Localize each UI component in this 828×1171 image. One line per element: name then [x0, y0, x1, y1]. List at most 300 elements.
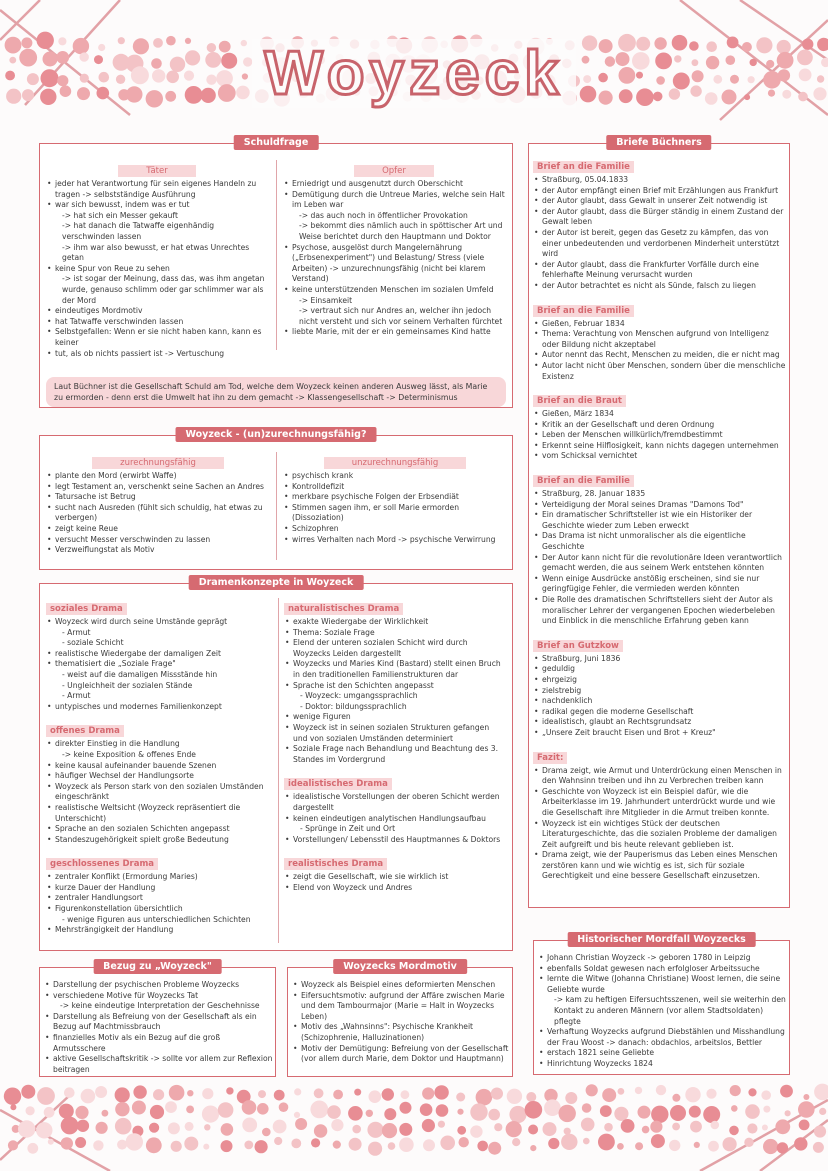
- decorative-dot: [36, 1122, 52, 1138]
- list-item: • der Autor ist bereit, gegen das Gesetz zu kämpfen, das von einer unbedeutenden und verdorbenen Minderheit unterstützt wird: [533, 228, 787, 260]
- list-item: -> keine Exposition & offenes Ende: [62, 749, 196, 759]
- decorative-dot: [730, 1085, 741, 1096]
- decorative-dot: [369, 1090, 382, 1103]
- decorative-dot: [636, 72, 643, 79]
- decorative-dot: [314, 1124, 327, 1137]
- decorative-dot: [530, 86, 543, 99]
- decorative-dot: [336, 54, 344, 62]
- decorative-dot: [508, 86, 526, 104]
- section: [533, 633, 787, 739]
- decorative-dot: [475, 76, 484, 85]
- section-list: [46, 739, 272, 845]
- decorative-dot: [813, 87, 826, 100]
- decorative-dot: [255, 89, 269, 103]
- decorative-dot: [565, 40, 575, 50]
- decorative-dot: [598, 73, 608, 83]
- decorative-dot: [201, 88, 216, 103]
- decorative-dot: [316, 55, 325, 64]
- decorative-dot: [653, 92, 663, 102]
- list-item: • Mehrsträngigkeit der Handlung: [46, 925, 272, 936]
- decorative-dot: [27, 1143, 38, 1154]
- decorative-dot: [274, 57, 289, 72]
- decorative-dot: [116, 75, 125, 84]
- list-item: • Die Rolle des dramatischen Schriftstellers sieht der Autor als moralischer Lehrer der vergangenen Epochen wiederbeleben und Einblick in die menschliche Erfahrung geben kann: [533, 595, 787, 627]
- list-item: • Erniedrigt und ausgenutzt durch Oberschicht: [283, 179, 505, 190]
- decorative-dot: [598, 1134, 615, 1151]
- decorative-dot: [117, 1140, 127, 1150]
- decorative-dot: [151, 58, 162, 69]
- decorative-dot: [27, 73, 39, 85]
- section: [46, 718, 272, 845]
- decorative-dot: [798, 1101, 815, 1118]
- decorative-dot: [794, 1137, 807, 1150]
- list-item: - Armut: [62, 627, 91, 637]
- list-item: • Verteidigung der Moral seines Dramas "Damons Tod": [533, 500, 787, 511]
- list-item: • Woyzeck ist ein wichtiges Stück der deutschen Literaturgeschichte, das die sozialen Probleme der damaligen Zeit aufgreift und bis heute relevant geblieben ist.: [533, 819, 787, 851]
- decorative-dot: [115, 1118, 132, 1135]
- mordmotiv-list: [292, 980, 510, 1065]
- decorative-dot: [780, 1085, 793, 1098]
- decorative-dot: [396, 37, 412, 53]
- decorative-dot: [797, 50, 813, 66]
- decorative-dot: [582, 35, 597, 50]
- decorative-dot: [274, 1090, 285, 1101]
- decorative-dot: [75, 1106, 88, 1119]
- decorative-dot: [165, 1101, 177, 1113]
- decorative-dot: [803, 1094, 809, 1100]
- list-item: • Verzweiflungstat als Motiv: [46, 545, 270, 556]
- dramen-left-column: [46, 596, 272, 942]
- decorative-dot: [241, 40, 247, 46]
- decorative-dot: [368, 1142, 382, 1156]
- section: [533, 154, 787, 292]
- section-list: [533, 489, 787, 627]
- decorative-dot: [580, 86, 597, 103]
- briefe-box: [528, 137, 790, 908]
- decorative-dot: [21, 37, 32, 48]
- section: [284, 851, 506, 893]
- decorative-dot: [690, 85, 701, 96]
- decorative-dot: [202, 1088, 213, 1099]
- decorative-dot: [799, 1120, 810, 1131]
- list-item: • Sprache an den sozialen Schichten angepasst: [46, 824, 272, 835]
- dramenkonzepte-box: [39, 577, 513, 951]
- unzurechnungsfaehig-label: unzurechnungsfähig: [324, 457, 467, 469]
- decorative-dot: [562, 59, 572, 69]
- decorative-dot: [745, 1104, 760, 1119]
- zurechnungsfaehig-label: zurechnungsfähig: [92, 457, 224, 469]
- decorative-dot: [399, 1137, 414, 1152]
- list-item: • sucht nach Ausreden (fühlt sich schuldig, hat etwas zu verbergen): [46, 503, 270, 524]
- decorative-dot: [750, 59, 757, 66]
- section-label: idealistisches Drama: [284, 778, 392, 790]
- decorative-dot: [456, 1093, 465, 1102]
- section-list: [284, 617, 506, 765]
- decorative-dot: [236, 86, 250, 100]
- list-item: • Sprache ist den Schichten angepasst: [284, 681, 506, 692]
- list-item: • keine Spur von Reue zu sehen: [46, 264, 268, 275]
- decorative-dot: [384, 1108, 396, 1120]
- section-label: Fazit:: [533, 752, 567, 764]
- decorative-dot: [367, 52, 380, 65]
- decorative-dot: [642, 1126, 650, 1134]
- decorative-dot: [514, 41, 522, 49]
- decorative-dot: [331, 1119, 343, 1131]
- decorative-dot: [150, 1105, 164, 1119]
- decorative-dot: [262, 1128, 271, 1137]
- list-item: • versucht Messer verschwinden zu lassen: [46, 535, 270, 546]
- section-list: [284, 872, 506, 893]
- decorative-dot: [491, 1088, 503, 1100]
- list-item: • der Autor glaubt, dass die Frankfurter Vorfälle durch eine fehlerhafte Meinung verursacht wurden: [533, 260, 787, 281]
- section: [533, 298, 787, 383]
- list-item: • Motiv der Demütigung: Befreiung von der Gesellschaft (vor allem durch Marie, dem Doktor und Hauptmann): [292, 1044, 510, 1065]
- decorative-dot: [401, 1090, 410, 1099]
- decorative-dot: [636, 88, 654, 106]
- decorative-dot: [311, 1138, 320, 1147]
- decorative-dot: [95, 1086, 107, 1098]
- decorative-dot: [748, 1088, 756, 1096]
- decorative-dot: [244, 1141, 253, 1150]
- decorative-dot: [470, 1125, 482, 1137]
- list-item: • Straßburg, 05.04.1833: [533, 175, 787, 186]
- decorative-dot: [727, 37, 739, 49]
- decorative-dot: [313, 72, 320, 79]
- decorative-dot: [274, 90, 290, 106]
- list-item: • Ein dramatischer Schriftsteller ist wie ein Historiker der Geschichte wieder zum Leben erweckt: [533, 510, 787, 531]
- list-item: • Autor lacht nicht über Menschen, sondern über die menschliche Existenz: [533, 361, 787, 382]
- decorative-dot: [294, 1112, 300, 1118]
- list-item: • Woyzeck wird durch seine Umstände geprägt: [46, 617, 272, 628]
- decorative-dot: [672, 35, 688, 51]
- decorative-dot: [329, 36, 340, 47]
- decorative-dot: [400, 1102, 412, 1114]
- decorative-dot: [654, 37, 666, 49]
- list-item: • liebte Marie, mit der er ein gemeinsames Kind hatte: [283, 327, 505, 338]
- list-item: • Straßburg, Juni 1836: [533, 654, 787, 665]
- decorative-dot: [216, 70, 233, 87]
- decorative-dot: [353, 88, 361, 96]
- decorative-dot: [457, 1109, 463, 1115]
- list-item: • merkbare psychische Folgen der Erbsendiät: [283, 492, 507, 503]
- section: [284, 596, 506, 765]
- decorative-dot: [132, 1101, 146, 1115]
- decorative-dot: [126, 86, 142, 102]
- section-label: soziales Drama: [46, 603, 127, 615]
- decorative-dot: [126, 1133, 143, 1150]
- decorative-dot: [730, 75, 739, 84]
- decorative-dot: [326, 86, 340, 100]
- decorative-dot: [470, 1103, 487, 1120]
- mordfall-box: [533, 934, 790, 1075]
- decorative-dot: [599, 39, 613, 53]
- list-item: • der Autor empfängt einen Brief mit Erzählungen aus Frankfurt: [533, 186, 787, 197]
- section-list: [533, 319, 787, 383]
- decorative-dot: [619, 89, 633, 103]
- list-item: • lernte die Witwe (Johanna Christiane) Woost lernen, die seine Geliebte wurde: [538, 974, 787, 995]
- list-item: • Thema: Soziale Frage: [284, 628, 506, 639]
- decorative-dot: [350, 59, 359, 68]
- decorative-dot: [436, 83, 453, 100]
- list-item: • nachdenklich: [533, 696, 787, 707]
- decorative-dot: [185, 38, 191, 44]
- decorative-dot: [777, 52, 794, 69]
- list-item: • radikal gegen die moderne Gesellschaft: [533, 707, 787, 718]
- list-item: • Selbstgefallen: Wenn er sie nicht haben kann, kann es keiner: [46, 327, 268, 348]
- section-list: [533, 409, 787, 462]
- list-item: • keinen eindeutigen analytischen Handlungsaufbau: [284, 814, 506, 825]
- decorative-dot: [614, 1107, 628, 1121]
- section: [533, 745, 787, 883]
- list-item: • Woyzeck ist in seinen sozialen Strukturen gefangen und von sozialen Umständen determiniert: [284, 723, 506, 744]
- decorative-dot: [618, 1088, 625, 1095]
- decorative-dot: [257, 1103, 269, 1115]
- decorative-dot: [599, 91, 613, 105]
- decorative-dot: [651, 1106, 668, 1123]
- decorative-dot: [133, 1085, 146, 1098]
- decorative-dot: [670, 1105, 686, 1121]
- decorative-dot: [293, 60, 302, 69]
- decorative-dot: [798, 92, 808, 102]
- list-item: • Darstellung als Befreiung von der Gesellschaft als ein Bezug auf Machtmissbrauch: [44, 1012, 273, 1033]
- list-item: -> Einsamkeit: [299, 295, 353, 305]
- decorative-dot: [488, 1142, 501, 1155]
- decorative-dot: [348, 1106, 363, 1121]
- decorative-dot: [205, 52, 221, 68]
- decorative-dot: [506, 1121, 522, 1137]
- decorative-dot: [656, 76, 665, 85]
- decorative-dot: [102, 1110, 109, 1117]
- list-item: • Elend der unteren sozialen Schicht wird durch Woyzecks Leiden dargestellt: [284, 638, 506, 659]
- section: [533, 468, 787, 627]
- list-item: • Gießen, Februar 1834: [533, 319, 787, 330]
- decorative-dot: [656, 1085, 666, 1095]
- decorative-dot: [742, 42, 752, 52]
- decorative-dot: [434, 1085, 448, 1099]
- decorative-dot: [40, 89, 56, 105]
- list-item: • Soziale Frage nach Behandlung und Beachtung des 3. Standes im Vordergrund: [284, 744, 506, 765]
- decorative-dot: [369, 86, 379, 96]
- decorative-dot: [526, 1092, 536, 1102]
- bezug-heading: Bezug zu „Woyzeck": [93, 959, 222, 974]
- list-item: • erstach 1821 seine Geliebte: [538, 1048, 787, 1059]
- decorative-dot: [451, 35, 468, 52]
- decorative-dot: [651, 1134, 665, 1148]
- list-item: • Psychose, ausgelöst durch Mangelernährung („Erbsenexperiment") und Belastung/ Stress (viele Arbeiten) -> unzurechnungsfähig (nicht bei klarem Verstand): [283, 243, 505, 285]
- decorative-dot: [153, 38, 163, 48]
- list-item: • wenige Figuren: [284, 712, 506, 723]
- decorative-dot: [546, 38, 553, 45]
- list-item: • untypisches und modernes Familienkonzept: [46, 702, 272, 713]
- list-item: • Standeszugehörigkeit spielt große Bedeutung: [46, 835, 272, 846]
- decorative-dot: [690, 1121, 702, 1133]
- list-item: • Erkennt seine Hilflosigkeit, kann nichts dagegen unternehmen: [533, 441, 787, 452]
- decorative-dot: [165, 91, 176, 102]
- decorative-dot: [692, 70, 704, 82]
- list-item: • hat Tatwaffe verschwinden lassen: [46, 317, 268, 328]
- decorative-dot: [489, 70, 507, 88]
- decorative-dot: [152, 69, 165, 82]
- decorative-dot: [403, 92, 413, 102]
- section-label: geschlossenes Drama: [46, 858, 158, 870]
- decorative-dot: [527, 38, 545, 56]
- dot-pattern-top: [5, 32, 828, 108]
- decorative-dot: [586, 1084, 598, 1096]
- decorative-dot: [60, 85, 72, 97]
- decorative-dot: [99, 72, 110, 83]
- decorative-dot: [817, 38, 828, 51]
- decorative-dot: [813, 1142, 824, 1153]
- decorative-dot: [61, 1117, 79, 1135]
- decorative-dot: [275, 43, 284, 52]
- decorative-dot: [582, 56, 590, 64]
- decorative-dot: [295, 1118, 307, 1130]
- decorative-dot: [635, 1142, 643, 1150]
- list-item: -> keine eindeutige Interpretation der Geschehnisse: [60, 1001, 260, 1011]
- decorative-dot: [621, 1119, 635, 1133]
- decorative-dot: [366, 1110, 373, 1117]
- decorative-dot: [494, 1123, 502, 1131]
- decorative-dot: [202, 1106, 219, 1123]
- section-label: realistisches Drama: [284, 858, 387, 870]
- decorative-dot: [440, 41, 448, 49]
- zurechnungsfaehig-list: [46, 471, 270, 556]
- decorative-dot: [221, 1123, 234, 1136]
- decorative-dot: [451, 72, 468, 89]
- decorative-dot: [568, 75, 580, 87]
- decorative-dot: [81, 1089, 96, 1104]
- list-item: • Elend von Woyzeck und Andres: [284, 883, 506, 894]
- dramen-right-column: [284, 596, 506, 899]
- decorative-dot: [383, 72, 401, 90]
- decorative-dot: [689, 1106, 701, 1118]
- decorative-dot: [118, 37, 125, 44]
- list-item: • „Unsere Zeit braucht Eisen und Brot + Kreuz": [533, 728, 787, 739]
- decorative-dot: [115, 1087, 130, 1102]
- decorative-dot: [422, 1119, 435, 1132]
- list-item: • finanzielles Motiv als ein Bezug auf die groß Armutsschere: [44, 1033, 273, 1054]
- decorative-dot: [298, 87, 310, 99]
- decorative-dot: [602, 1088, 616, 1102]
- decorative-dot: [149, 1123, 159, 1133]
- list-item: - soziale Schicht: [62, 638, 124, 648]
- section: [533, 388, 787, 462]
- schuld-summary: Laut Büchner ist die Gesellschaft Schuld am Tod, welche dem Woyzeck keinen anderen Ausweg lässt, als Marie zu ermorden - denn erst die Umwelt hat ihn zu dem gemacht -> Klassengesellschaft -> Determinismus: [46, 377, 506, 407]
- decorative-dot: [260, 37, 274, 51]
- decorative-dot: [723, 1137, 737, 1151]
- decorative-dot: [747, 1123, 757, 1133]
- decorative-dot: [184, 71, 194, 81]
- list-item: • Hinrichtung Woyzecks 1824: [538, 1059, 787, 1070]
- list-item: • Tatursache ist Betrug: [46, 492, 270, 503]
- decorative-dot: [61, 1137, 73, 1149]
- dramenkonzepte-heading: Dramenkonzepte in Woyzeck: [189, 575, 364, 590]
- decorative-dot: [436, 1104, 449, 1117]
- decorative-dot: [349, 1138, 362, 1151]
- decorative-dot: [290, 69, 304, 83]
- decorative-dot: [263, 73, 273, 83]
- decorative-dot: [785, 1110, 791, 1116]
- list-item: • wirres Verhalten nach Mord -> psychische Verwirrung: [283, 535, 507, 546]
- list-item: • plante den Mord (erwirbt Waffe): [46, 471, 270, 482]
- list-item: • Gießen, März 1834: [533, 409, 787, 420]
- decorative-dot: [543, 1122, 557, 1136]
- decorative-dot: [650, 1121, 662, 1133]
- list-item: • Schizophren: [283, 524, 507, 535]
- decorative-dot: [722, 90, 737, 105]
- list-item: • keine unterstützenden Menschen im sozialen Umfeld: [283, 285, 505, 296]
- decorative-dot: [600, 1105, 612, 1117]
- decorative-dot: [692, 59, 699, 66]
- section: [46, 596, 272, 712]
- decorative-dot: [185, 1122, 194, 1131]
- decorative-dot: [131, 66, 149, 84]
- decorative-dot: [203, 1144, 209, 1150]
- decorative-dot: [494, 89, 508, 103]
- list-item: • Thema: Verachtung von Menschen aufgrund von Intelligenz oder Bildung nicht akzeptabel: [533, 329, 787, 350]
- decorative-dot: [75, 1137, 86, 1148]
- decorative-dot: [685, 1087, 700, 1102]
- decorative-dot: [744, 1138, 753, 1147]
- decorative-dot: [617, 1143, 624, 1150]
- decorative-dot: [333, 1141, 341, 1149]
- decorative-dot: [443, 60, 452, 69]
- decorative-dot: [438, 1121, 445, 1128]
- decorative-dot: [540, 74, 555, 89]
- section-label: naturalistisches Drama: [284, 603, 403, 615]
- decorative-dot: [713, 75, 722, 84]
- list-item: • kurze Dauer der Handlung: [46, 883, 272, 894]
- decorative-dot: [703, 1106, 720, 1123]
- list-item: • exakte Wiedergabe der Wirklichkeit: [284, 617, 506, 628]
- list-item: • Eifersuchtsmotiv: aufgrund der Affäre zwischen Marie und dem Tambourmajor (Marie = Halt in Woyzecks Leben): [292, 991, 510, 1023]
- list-item: - Woyzeck: umgangssprachlich: [300, 691, 418, 701]
- list-item: -> bekommt dies nämlich auch in spöttischer Art und Weise berichtet durch den Hauptmann und Doktor: [299, 221, 503, 241]
- list-item: • Woyzeck als Person stark von den sozialen Umständen eingeschränkt: [46, 782, 272, 803]
- mordfall-heading: Historischer Mordfall Woyzecks: [567, 932, 756, 947]
- decorative-dot: [726, 55, 736, 65]
- decorative-dot: [423, 1139, 435, 1151]
- decorative-dot: [400, 55, 417, 72]
- decorative-dot: [470, 35, 483, 48]
- list-item: • ebenfalls Soldat gewesen nach erfolgloser Arbeitssuche: [538, 964, 787, 975]
- list-item: - Doktor: bildungssprachlich: [300, 701, 407, 711]
- decorative-dot: [766, 60, 774, 68]
- decorative-dot: [354, 1089, 361, 1096]
- schuldfrage-heading: Schuldfrage: [234, 135, 319, 150]
- decorative-dot: [672, 1123, 680, 1131]
- decorative-dot: [242, 73, 248, 79]
- list-item: • keine kausal aufeinander bauende Szenen: [46, 761, 272, 772]
- list-item: • Demütigung durch die Untreue Maries, welche sein Halt im Leben war: [283, 190, 505, 211]
- decorative-dot: [565, 1092, 577, 1104]
- list-item: • Woyzecks und Maries Kind (Bastard) stellt einen Bruch in den traditionellen Familienstrukturen dar: [284, 659, 506, 680]
- decorative-dot: [440, 1136, 455, 1151]
- decorative-dot: [476, 1089, 493, 1106]
- decorative-dot: [548, 1138, 559, 1149]
- list-item: - weist auf die damaligen Missstände hin: [62, 669, 218, 679]
- schuldfrage-box: [39, 137, 513, 408]
- list-item: • psychisch krank: [283, 471, 507, 482]
- decorative-dot: [616, 52, 630, 66]
- taeter-list: [46, 179, 268, 359]
- decorative-dot: [495, 60, 503, 68]
- decorative-dot: [474, 54, 489, 69]
- decorative-dot: [350, 39, 359, 48]
- decorative-dot: [370, 40, 379, 49]
- decorative-dot: [583, 75, 591, 83]
- decorative-dot: [756, 37, 772, 53]
